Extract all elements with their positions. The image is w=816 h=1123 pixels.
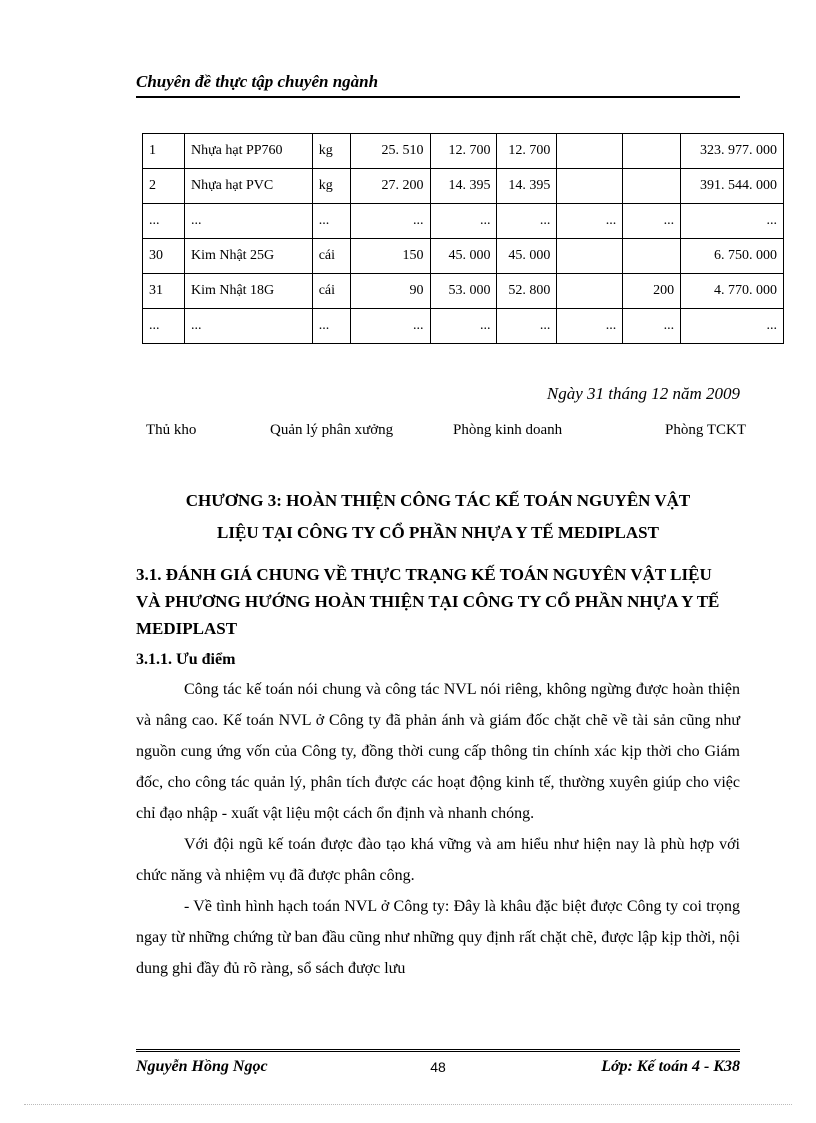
- table-cell: kg: [312, 134, 350, 169]
- footer-author: Nguyễn Hồng Ngọc: [136, 1058, 268, 1075]
- table-cell: [557, 274, 623, 309]
- table-cell: 12. 700: [497, 134, 557, 169]
- table-cell: kg: [312, 169, 350, 204]
- table-cell: [557, 134, 623, 169]
- table-cell: 200: [623, 274, 681, 309]
- table-cell: ...: [557, 204, 623, 239]
- table-cell: [557, 239, 623, 274]
- section-title: 3.1. ĐÁNH GIÁ CHUNG VỀ THỰC TRẠNG KẾ TOÁN NGUYÊN VẬT LIỆU VÀ PHƯƠNG HƯỚNG HOÀN THIỆN TẠI CÔNG TY CỔ PHẦN NHỰA Y TẾ MEDIPLAST: [136, 565, 720, 638]
- chapter-title: [136, 485, 740, 549]
- table-cell: ...: [557, 309, 623, 344]
- table-cell: Kim Nhật 25G: [184, 239, 312, 274]
- table-cell: cái: [312, 239, 350, 274]
- page-edge-rule: [24, 1104, 792, 1105]
- table-cell: Kim Nhật 18G: [184, 274, 312, 309]
- table-row: [143, 204, 784, 239]
- table-cell: 14. 395: [430, 169, 497, 204]
- table-row: [143, 309, 784, 344]
- table-row: [143, 169, 784, 204]
- paragraph: Với đội ngũ kế toán được đào tạo khá vững và am hiểu như hiện nay là phù hợp với chức năng và nhiệm vụ đã được phân công.: [136, 836, 740, 884]
- table-cell: 6. 750. 000: [681, 239, 784, 274]
- table-row: [143, 274, 784, 309]
- date-line: Ngày 31 tháng 12 năm 2009: [546, 384, 740, 403]
- page-number: 48: [430, 1059, 446, 1075]
- table-cell: ...: [681, 309, 784, 344]
- table-cell: 30: [143, 239, 185, 274]
- body-text: [136, 674, 740, 984]
- footer-class: Lớp: Kế toán 4 - K38: [601, 1058, 740, 1075]
- table-cell: 12. 700: [430, 134, 497, 169]
- table-cell: ...: [184, 204, 312, 239]
- signature-workshop-manager: Quản lý phân xưởng: [270, 422, 394, 438]
- table-cell: 323. 977. 000: [681, 134, 784, 169]
- table-row: [143, 239, 784, 274]
- table-cell: 52. 800: [497, 274, 557, 309]
- table-cell: ...: [430, 309, 497, 344]
- table-cell: Nhựa hạt PP760: [184, 134, 312, 169]
- table-cell: 45. 000: [497, 239, 557, 274]
- table-cell: 27. 200: [350, 169, 430, 204]
- table-cell: 53. 000: [430, 274, 497, 309]
- table-cell: ...: [681, 204, 784, 239]
- page-header: Chuyên đề thực tập chuyên ngành: [136, 72, 740, 98]
- chapter-title-line1: CHƯƠNG 3: HOÀN THIỆN CÔNG TÁC KẾ TOÁN NGUYÊN VẬT: [185, 491, 691, 510]
- table-cell: 2: [143, 169, 185, 204]
- table-cell: ...: [497, 204, 557, 239]
- table-cell: ...: [497, 309, 557, 344]
- table-cell: 14. 395: [497, 169, 557, 204]
- table-cell: 31: [143, 274, 185, 309]
- table-cell: [623, 169, 681, 204]
- table-cell: ...: [350, 309, 430, 344]
- table-cell: [623, 239, 681, 274]
- table-cell: [557, 169, 623, 204]
- table-cell: 391. 544. 000: [681, 169, 784, 204]
- table-cell: 45. 000: [430, 239, 497, 274]
- table-cell: ...: [623, 309, 681, 344]
- table-cell: [623, 134, 681, 169]
- table-cell: ...: [143, 309, 185, 344]
- signature-warehouse: Thủ kho: [146, 422, 197, 438]
- table-cell: 25. 510: [350, 134, 430, 169]
- table-cell: Nhựa hạt PVC: [184, 169, 312, 204]
- table-cell: 90: [350, 274, 430, 309]
- table-cell: cái: [312, 274, 350, 309]
- table-cell: ...: [312, 204, 350, 239]
- table-cell: 4. 770. 000: [681, 274, 784, 309]
- page-footer: [136, 1049, 740, 1080]
- inventory-table: [142, 133, 784, 344]
- signature-finance-dept: Phòng TCKT: [665, 422, 746, 438]
- signature-sales-dept: Phòng kinh doanh: [453, 422, 563, 438]
- table-cell: 150: [350, 239, 430, 274]
- table-cell: ...: [623, 204, 681, 239]
- paragraph: Công tác kế toán nói chung và công tác NVL nói riêng, không ngừng được hoàn thiện và nâng cao. Kế toán NVL ở Công ty đã phản ánh và giám đốc chặt chẽ về tài sản cũng như nguồn cung ứng vốn của Công ty, đồng thời cung cấp thông tin chính xác kịp thời cho Giám đốc, cho công tác quản lý, phân tích được các hoạt động kinh tế, thường xuyên giúp cho việc chỉ đạo nhập - xuất vật liệu một cách ổn định và nhanh chóng.: [136, 681, 740, 822]
- table-cell: 1: [143, 134, 185, 169]
- table-row: [143, 134, 784, 169]
- table-cell: ...: [184, 309, 312, 344]
- subsection-title: 3.1.1. Ưu điểm: [136, 651, 236, 668]
- paragraph: - Về tình hình hạch toán NVL ở Công ty: Đây là khâu đặc biệt được Công ty coi trọng ngay từ những chứng từ ban đầu cũng như những quy định rất chặt chẽ, được lập kịp thời, nội dung ghi đầy đủ rõ ràng, sổ sách được lưu: [136, 898, 740, 977]
- chapter-title-line2: LIỆU TẠI CÔNG TY CỔ PHẦN NHỰA Y TẾ MEDIPLAST: [217, 523, 659, 542]
- table-cell: ...: [430, 204, 497, 239]
- table-cell: ...: [143, 204, 185, 239]
- table-cell: ...: [350, 204, 430, 239]
- table-cell: ...: [312, 309, 350, 344]
